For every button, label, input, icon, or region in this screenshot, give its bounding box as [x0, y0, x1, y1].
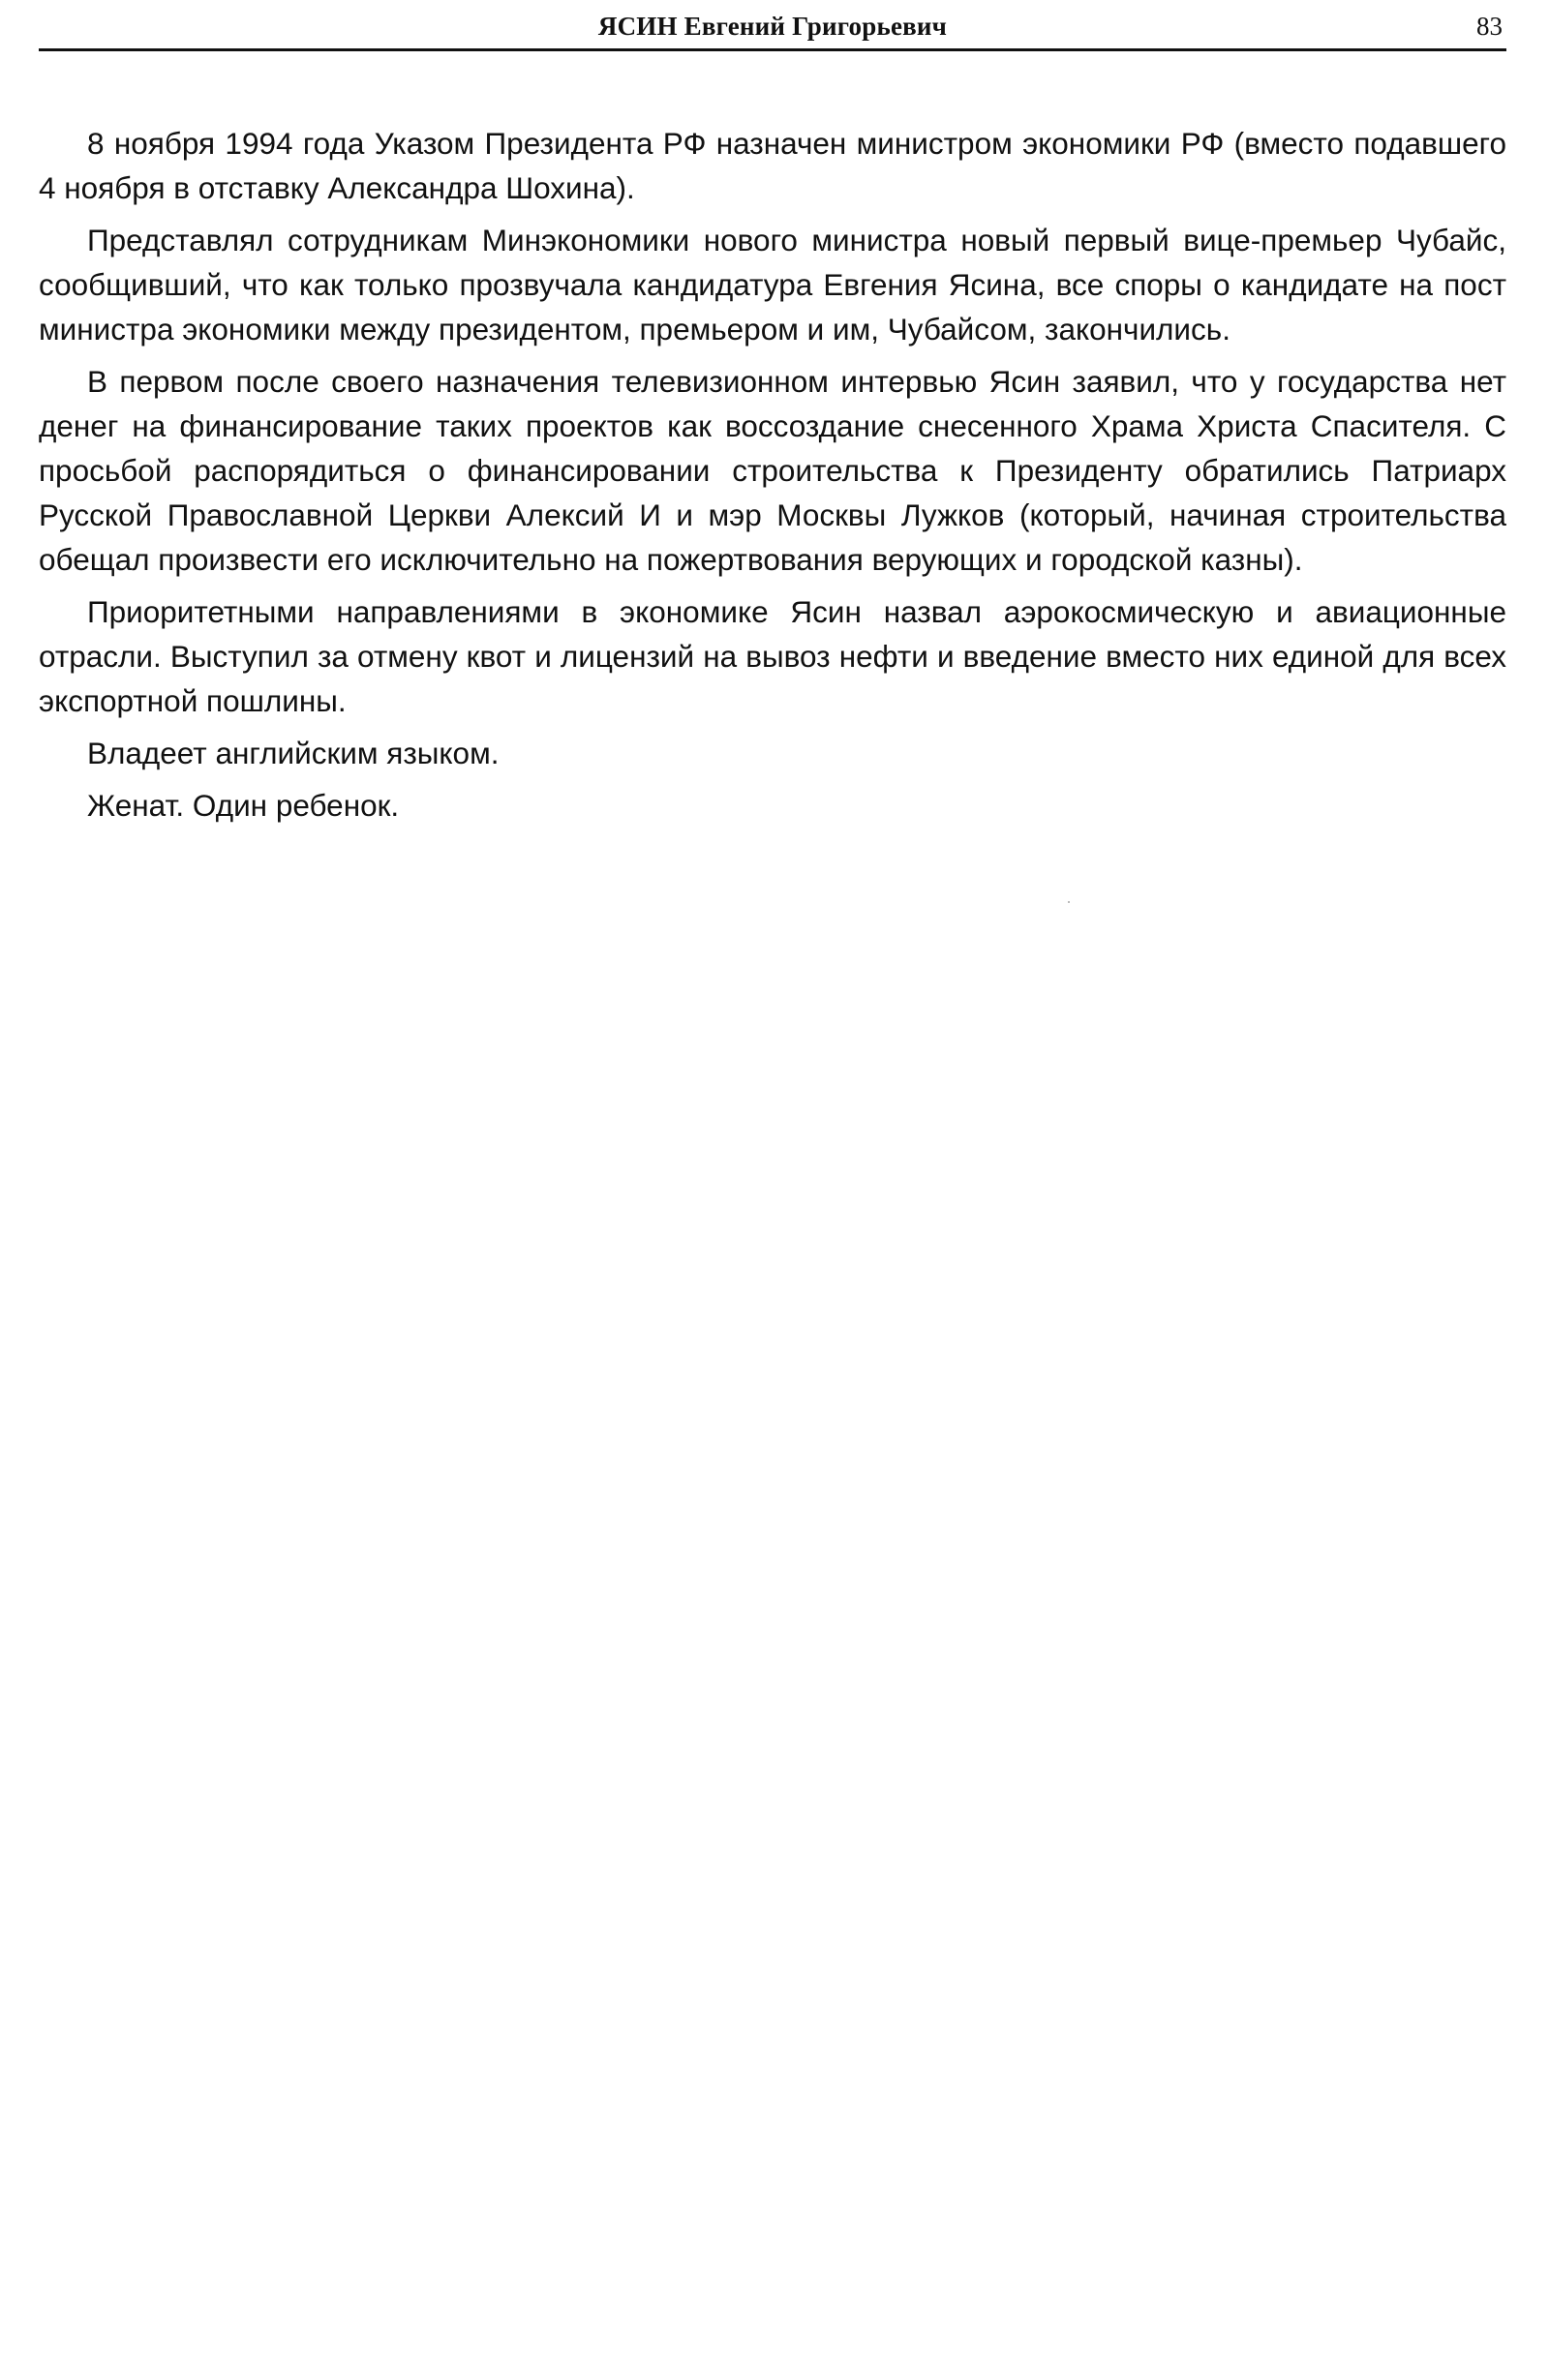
document-page	[39, 0, 1506, 835]
paragraph-family: Женат. Один ребенок.	[87, 788, 400, 823]
header-title: ЯСИН Евгений Григорьевич	[597, 12, 948, 41]
paragraph-introduction: Представлял сотрудникам Минэкономики нового министра новый первый вице-премьер Чубайс, сообщивший, что как только прозвучала кандидатура Евгения Ясина, все споры о кандидате на пост министра экономики между президентом, премьером и им, Чубайсом, закончились.	[39, 223, 1506, 346]
running-header	[39, 0, 1506, 51]
article-body	[39, 121, 1506, 828]
scan-speck	[1068, 901, 1070, 903]
paragraph-priorities: Приоритетными направлениями в экономике Ясин назвал аэрокосмическую и авиационные отрасли. Выступил за отмену квот и лицензий на вывоз нефти и введение вместо них единой для всех экспортной пошлины.	[39, 594, 1506, 718]
paragraph-appointment: 8 ноября 1994 года Указом Президента РФ назначен министром экономики РФ (вместо подавшего 4 ноября в отставку Александра Шохина).	[39, 126, 1506, 205]
paragraph-languages: Владеет английским языком.	[87, 736, 500, 770]
paragraph-interview: В первом после своего назначения телевизионном интервью Ясин заявил, что у государства нет денег на финансирование таких проектов как воссоздание снесенного Храма Христа Спасителя. С просьбой распорядиться о финансировании строительства к Президенту обратились Патриарх Русской Православной Церкви Алексий И и мэр Москвы Лужков (который, начиная строительства обещал произвести его исключительно на пожертвования верующих и городской казны).	[39, 364, 1506, 577]
page-number: 83	[1476, 12, 1503, 41]
